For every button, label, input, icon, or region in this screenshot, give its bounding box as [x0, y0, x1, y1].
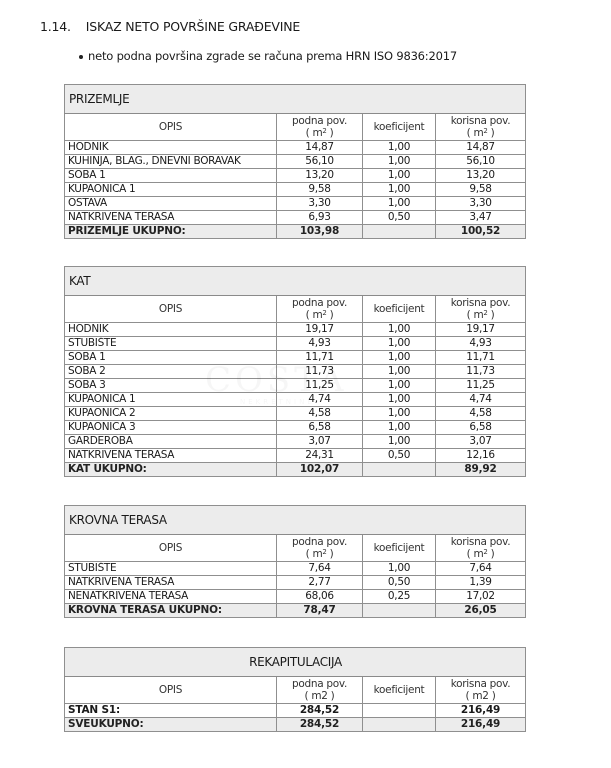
row-korisna: 9,58 [436, 183, 526, 197]
total-korisna: 216,49 [436, 718, 526, 732]
total-label: PRIZEMLJE UKUPNO: [65, 225, 277, 239]
table-row [65, 351, 526, 365]
row-koef: 1,00 [363, 393, 436, 407]
row-label: KUPAONICA 1 [65, 393, 277, 407]
row-korisna: 14,87 [436, 141, 526, 155]
header-koef: koeficijent [363, 296, 436, 323]
row-korisna: 11,73 [436, 365, 526, 379]
row-podna: 2,77 [277, 576, 363, 590]
section-number: 1.14. [40, 19, 71, 34]
header-opis: OPIS [65, 677, 277, 704]
row-korisna: 1,39 [436, 576, 526, 590]
row-label: GARDEROBA [65, 435, 277, 449]
table-row [65, 365, 526, 379]
row-korisna: 216,49 [436, 704, 526, 718]
header-podna: podna pov. ( $m^2$ ) [277, 535, 363, 562]
total-koef [363, 463, 436, 477]
header-row [65, 296, 526, 323]
row-label: SOBA 2 [65, 365, 277, 379]
table-row [65, 183, 526, 197]
row-podna: 7,64 [277, 562, 363, 576]
row-label: SOBA 1 [65, 169, 277, 183]
row-koef: 1,00 [363, 365, 436, 379]
row-podna: 9,58 [277, 183, 363, 197]
row-korisna: 3,07 [436, 435, 526, 449]
kat-table [64, 266, 526, 477]
table-title: KROVNA TERASA [65, 506, 526, 535]
row-korisna: 4,93 [436, 337, 526, 351]
table-row [65, 323, 526, 337]
row-korisna: 56,10 [436, 155, 526, 169]
table-row [65, 155, 526, 169]
row-koef: 1,00 [363, 421, 436, 435]
table-title: PRIZEMLJE [65, 85, 526, 114]
row-korisna: 11,25 [436, 379, 526, 393]
row-label: NENATKRIVENA TERASA [65, 590, 277, 604]
row-koef: 1,00 [363, 337, 436, 351]
row-korisna: 19,17 [436, 323, 526, 337]
row-podna: 19,17 [277, 323, 363, 337]
row-koef: 0,25 [363, 590, 436, 604]
total-row [65, 463, 526, 477]
row-podna: 14,87 [277, 141, 363, 155]
total-podna: 78,47 [277, 604, 363, 618]
section-title: ISKAZ NETO POVRŠINE GRAĐEVINE [85, 19, 301, 34]
total-label: SVEUKUPNO: [65, 718, 277, 732]
row-podna: 284,52 [277, 704, 363, 718]
row-korisna: 12,16 [436, 449, 526, 463]
bullet-text: neto podna površina zgrade se računa prema HRN ISO 9836:2017 [88, 49, 457, 63]
row-label: KUPAONICA 1 [65, 183, 277, 197]
row-koef: 1,00 [363, 379, 436, 393]
total-label: KAT UKUPNO: [65, 463, 277, 477]
row-podna: 56,10 [277, 155, 363, 169]
header-row [65, 677, 526, 704]
table-row [65, 141, 526, 155]
total-koef [363, 718, 436, 732]
row-podna: 4,93 [277, 337, 363, 351]
row-label: NATKRIVENA TERASA [65, 449, 277, 463]
row-koef: 1,00 [363, 323, 436, 337]
row-label: KUHINJA, BLAG., DNEVNI BORAVAK [65, 155, 277, 169]
row-label: KUPAONICA 3 [65, 421, 277, 435]
header-row [65, 114, 526, 141]
row-koef: 1,00 [363, 562, 436, 576]
table-row [65, 379, 526, 393]
header-korisna: korisna pov. ( $m^2$ ) [436, 296, 526, 323]
row-koef [363, 704, 436, 718]
row-korisna: 17,02 [436, 590, 526, 604]
row-podna: 6,93 [277, 211, 363, 225]
row-korisna: 4,74 [436, 393, 526, 407]
table-row [65, 407, 526, 421]
row-label: STUBIŠTE [65, 562, 277, 576]
row-korisna: 11,71 [436, 351, 526, 365]
row-podna: 13,20 [277, 169, 363, 183]
row-podna: 4,74 [277, 393, 363, 407]
total-podna: 284,52 [277, 718, 363, 732]
header-korisna: korisna pov. ( $m^2$ ) [436, 114, 526, 141]
row-korisna: 4,58 [436, 407, 526, 421]
krovna-terasa-table [64, 505, 526, 618]
prizemlje-table [64, 84, 526, 239]
row-podna: 11,71 [277, 351, 363, 365]
table-row [65, 704, 526, 718]
total-row [65, 718, 526, 732]
total-label: KROVNA TERASA UKUPNO: [65, 604, 277, 618]
row-koef: 0,50 [363, 449, 436, 463]
row-label: HODNIK [65, 141, 277, 155]
row-korisna: 7,64 [436, 562, 526, 576]
row-podna: 11,25 [277, 379, 363, 393]
row-label: HODNIK [65, 323, 277, 337]
total-korisna: 100,52 [436, 225, 526, 239]
row-koef: 0,50 [363, 576, 436, 590]
row-label: STUBIŠTE [65, 337, 277, 351]
row-koef: 1,00 [363, 351, 436, 365]
row-koef: 1,00 [363, 197, 436, 211]
row-koef: 1,00 [363, 435, 436, 449]
header-opis: OPIS [65, 296, 277, 323]
total-korisna: 26,05 [436, 604, 526, 618]
header-korisna: korisna pov. ( $m^2$ ) [436, 535, 526, 562]
total-korisna: 89,92 [436, 463, 526, 477]
row-podna: 4,58 [277, 407, 363, 421]
row-label: OSTAVA [65, 197, 277, 211]
row-label: STAN S1: [65, 704, 277, 718]
header-podna: podna pov. ( $m^2$ ) [277, 296, 363, 323]
table-title: REKAPITULACIJA [65, 648, 526, 677]
table-row [65, 435, 526, 449]
header-koef: koeficijent [363, 677, 436, 704]
header-korisna: korisna pov. ( m2 ) [436, 677, 526, 704]
table-row [65, 576, 526, 590]
row-korisna: 13,20 [436, 169, 526, 183]
total-podna: 103,98 [277, 225, 363, 239]
header-koef: koeficijent [363, 114, 436, 141]
header-podna: podna pov. ( $m^2$ ) [277, 114, 363, 141]
row-podna: 3,30 [277, 197, 363, 211]
row-koef: 1,00 [363, 141, 436, 155]
rekapitulacija-table [64, 647, 526, 732]
table-row [65, 211, 526, 225]
header-opis: OPIS [65, 535, 277, 562]
row-label: SOBA 1 [65, 351, 277, 365]
row-podna: 6,58 [277, 421, 363, 435]
header-koef: koeficijent [363, 535, 436, 562]
table-row [65, 169, 526, 183]
table-row [65, 197, 526, 211]
header-row [65, 535, 526, 562]
row-podna: 68,06 [277, 590, 363, 604]
row-podna: 3,07 [277, 435, 363, 449]
row-koef: 1,00 [363, 183, 436, 197]
row-podna: 11,73 [277, 365, 363, 379]
table-title: KAT [65, 267, 526, 296]
table-row [65, 337, 526, 351]
total-koef [363, 604, 436, 618]
row-label: KUPAONICA 2 [65, 407, 277, 421]
row-korisna: 6,58 [436, 421, 526, 435]
total-row [65, 604, 526, 618]
table-row [65, 562, 526, 576]
row-label: NATKRIVENA TERASA [65, 211, 277, 225]
bullet-note [88, 49, 457, 63]
row-koef: 1,00 [363, 169, 436, 183]
total-row [65, 225, 526, 239]
table-row [65, 449, 526, 463]
header-opis: OPIS [65, 114, 277, 141]
header-podna: podna pov. ( m2 ) [277, 677, 363, 704]
row-korisna: 3,30 [436, 197, 526, 211]
total-podna: 102,07 [277, 463, 363, 477]
row-koef: 1,00 [363, 407, 436, 421]
row-koef: 0,50 [363, 211, 436, 225]
bullet-icon [79, 55, 83, 59]
row-label: SOBA 3 [65, 379, 277, 393]
table-row [65, 421, 526, 435]
row-korisna: 3,47 [436, 211, 526, 225]
row-koef: 1,00 [363, 155, 436, 169]
row-podna: 24,31 [277, 449, 363, 463]
row-label: NATKRIVENA TERASA [65, 576, 277, 590]
total-koef [363, 225, 436, 239]
table-row [65, 393, 526, 407]
table-row [65, 590, 526, 604]
section-heading [40, 19, 300, 34]
